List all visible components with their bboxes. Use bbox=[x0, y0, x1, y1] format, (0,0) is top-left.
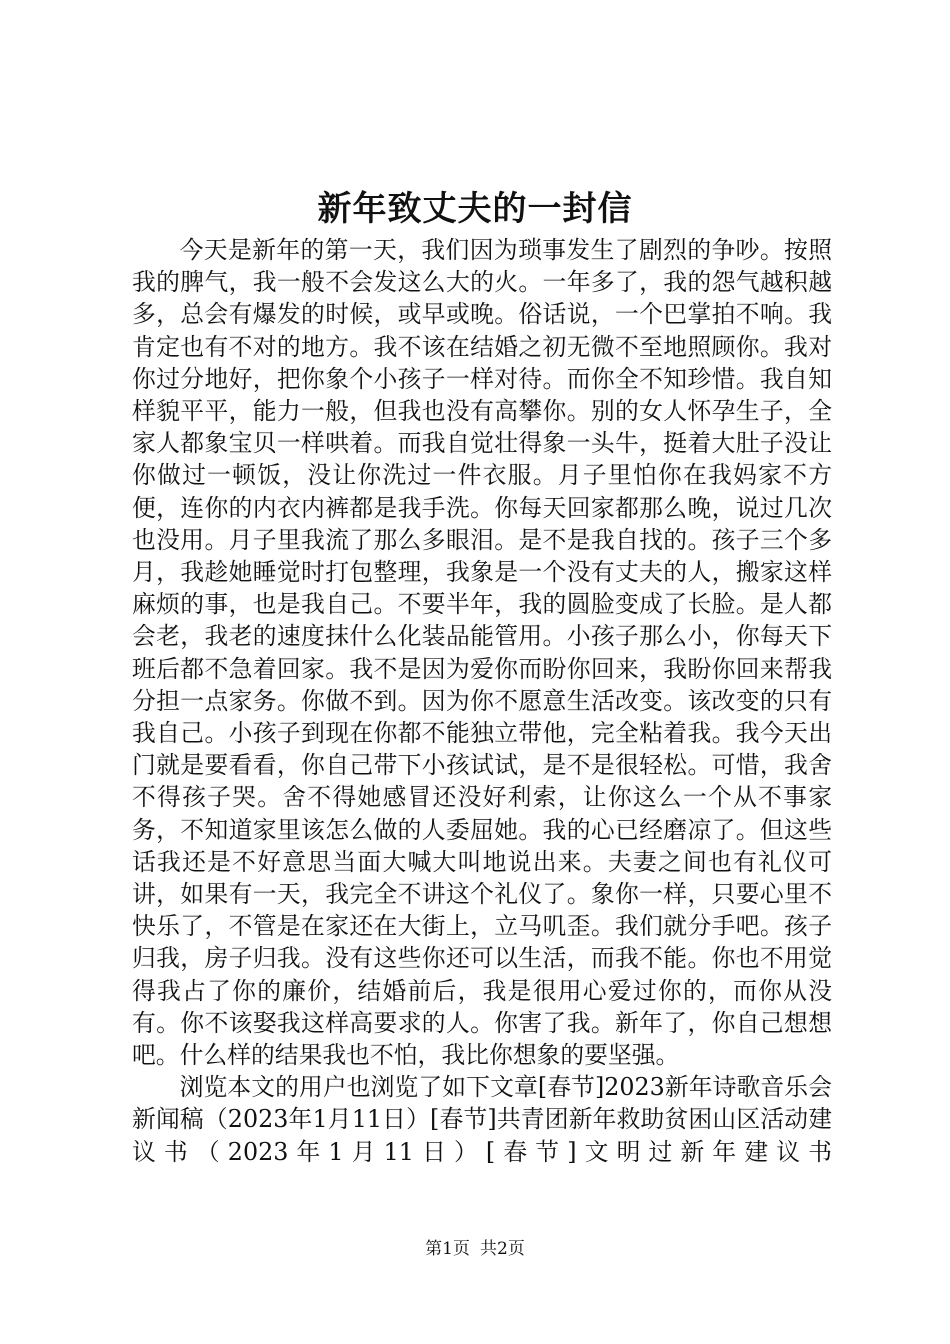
page-footer bbox=[0, 1238, 950, 1260]
page-number: 第1页 bbox=[425, 1239, 470, 1259]
document-body bbox=[132, 234, 832, 1168]
related-articles-paragraph: 浏览本文的用户也浏览了如下文章[春节]2023新年诗歌音乐会新闻稿（2023年1月11日）[春节]共青团新年救助贫困山区活动建议书（2023年1月11日）[春节]文明过新年建议书 bbox=[132, 1073, 832, 1166]
page-total: 共2页 bbox=[480, 1239, 525, 1259]
letter-paragraph: 今天是新年的第一天，我们因为琐事发生了剧烈的争吵。按照我的脾气，我一般不会发这么大的火。一年多了，我的怨气越积越多，总会有爆发的时候，或早或晚。俗话说，一个巴掌拍不响。我肯定也有不对的地方。我不该在结婚之初无微不至地照顾你。我对你过分地好，把你象个小孩子一样对待。而你全不知珍惜。我自知样貌平平，能力一般，但我也没有高攀你。别的女人怀孕生子，全家人都象宝贝一样哄着。而我自觉壮得象一头牛，挺着大肚子没让你做过一顿饭，没让你洗过一件衣服。月子里怕你在我妈家不方便，连你的内衣内裤都是我手洗。你每天回家都那么晚，说过几次也没用。月子里我流了那么多眼泪。是不是我自找的。孩子三个多月，我趁她睡觉时打包整理，我象是一个没有丈夫的人，搬家这样麻烦的事，也是我自己。不要半年，我的圆脸变成了长脸。是人都会老，我老的速度抹什么化装品能管用。小孩子那么小，你每天下班后都不急着回家。我不是因为爱你而盼你回来，我盼你回来帮我分担一点家务。你做不到。因为你不愿意生活改变。该改变的只有我自己。小孩子到现在你都不能独立带他，完全粘着我。我今天出门就是要看看，你自己带下小孩试试，是不是很轻松。可惜，我舍不得孩子哭。舍不得她感冒还没好利索，让你这么一个从不事家务，不知道家里该怎么做的人委屈她。我的心已经磨凉了。但这些话我还是不好意思当面大喊大叫地说出来。夫妻之间也有礼仪可讲，如果有一天，我完全不讲这个礼仪了。象你一样，只要心里不快乐了，不管是在家还在大街上，立马叽歪。我们就分手吧。孩子归我，房子归我。没有这些你还可以生活，而我不能。你也不用觉得我占了你的廉价，结婚前后，我是很用心爱过你的，而你从没有。你不该娶我这样高要求的人。你害了我。新年了，你自己想想吧。什么样的结果我也不怕，我比你想象的要坚强。 bbox=[132, 236, 832, 1070]
document-title: 新年致丈夫的一封信 bbox=[317, 189, 633, 229]
